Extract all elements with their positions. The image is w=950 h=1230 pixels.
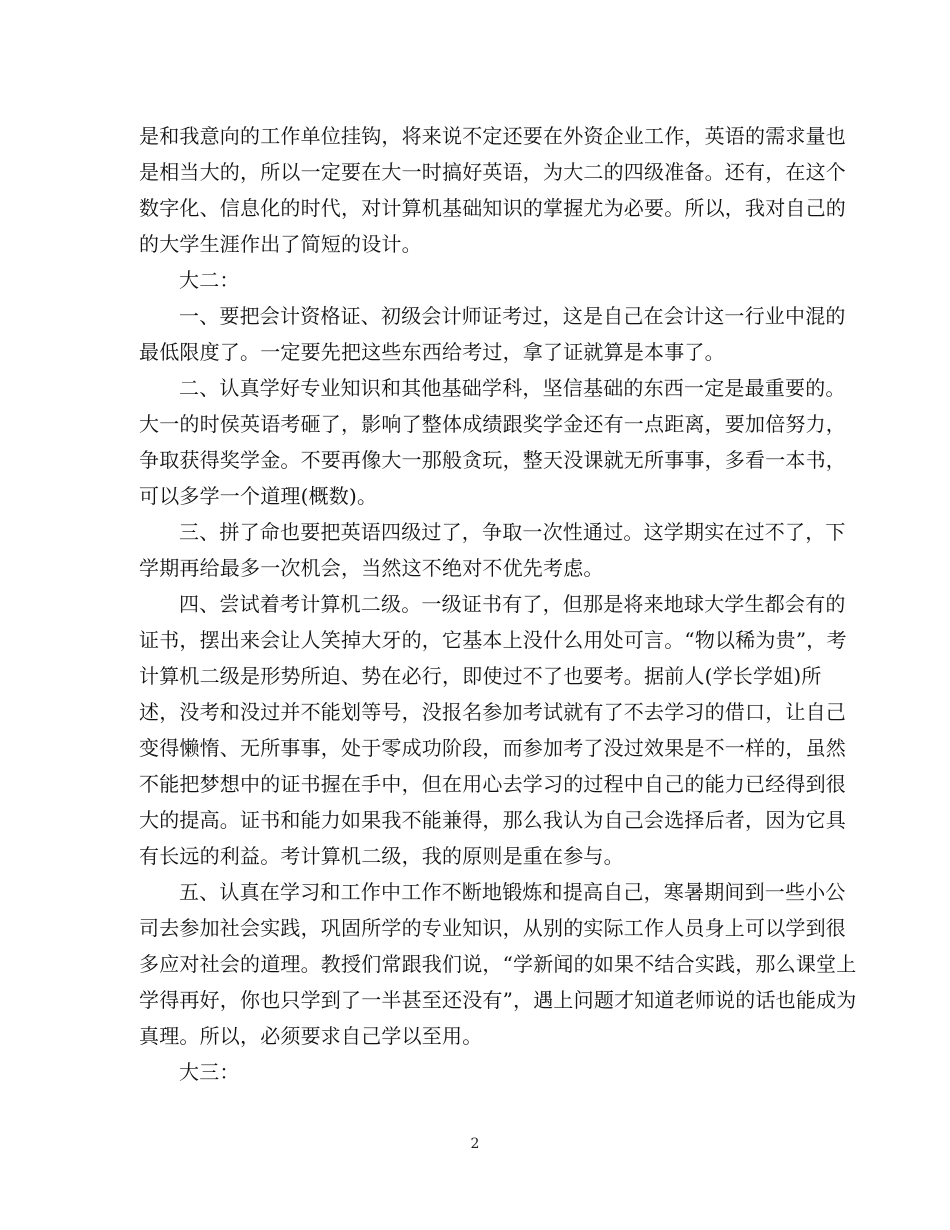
text-line: 一、要把会计资格证、初级会计师证考过，这是自己在会计这一行业中混的 — [179, 304, 846, 328]
paragraph — [139, 586, 847, 874]
paragraph — [139, 874, 857, 1054]
document-body — [139, 118, 857, 1090]
text-line: 计算机二级是形势所迫、势在必行，即使过不了也要考。据前人(学长学姐)所 — [139, 664, 822, 688]
text-line: 大一的时侯英语考砸了，影响了整体成绩跟奖学金还有一点距离，要加倍努力， — [139, 412, 846, 436]
text-line: 二、认真学好专业知识和其他基础学科，坚信基础的东西一定是最重要的。 — [179, 376, 846, 400]
text-line: 司去参加社会实践，巩固所学的专业知识，从别的实际工作人员身上可以学到很 — [139, 916, 846, 940]
text-line: 变得懒惰、无所事事，处于零成功阶段，而参加考了没过效果是不一样的，虽然 — [139, 736, 846, 760]
text-line: 可以多学一个道理(概数)。 — [139, 484, 378, 508]
text-line: 学期再给最多一次机会，当然这不绝对不优先考虑。 — [139, 556, 604, 580]
text-line: 大二： — [179, 268, 240, 292]
paragraph — [139, 370, 846, 514]
text-line: 是相当大的，所以一定要在大一时搞好英语，为大二的四级准备。还有，在这个 — [139, 160, 846, 184]
text-line: 的大学生涯作出了简短的设计。 — [139, 232, 422, 256]
text-line: 学得再好，你也只学到了一半甚至还没有”，遇上问题才知道老师说的话也能成为 — [139, 988, 857, 1012]
text-line: 三、拼了命也要把英语四级过了，争取一次性通过。这学期实在过不了，下 — [179, 520, 846, 544]
text-line: 争取获得奖学金。不要再像大一那般贪玩，整天没课就无所事事，多看一本书， — [139, 448, 846, 472]
text-line: 真理。所以，必须要求自己学以至用。 — [139, 1024, 483, 1048]
text-line: 多应对社会的道理。教授们常跟我们说，“学新闻的如果不结合实践，那么课堂上 — [139, 952, 857, 976]
text-line: 述，没考和没过并不能划等号，没报名参加考试就有了不去学习的借口，让自己 — [139, 700, 846, 724]
text-line: 最低限度了。一定要先把这些东西给考过，拿了证就算是本事了。 — [139, 340, 725, 364]
text-line: 不能把梦想中的证书握在手中，但在用心去学习的过程中自己的能力已经得到很 — [139, 772, 846, 796]
text-line: 大的提高。证书和能力如果我不能兼得，那么我认为自己会选择后者，因为它具 — [139, 808, 846, 832]
section-heading-year-two — [139, 262, 809, 298]
text-line: 有长远的利益。考计算机二级，我的原则是重在参与。 — [139, 844, 624, 868]
text-line: 是和我意向的工作单位挂钩，将来说不定还要在外资企业工作，英语的需求量也 — [139, 124, 846, 148]
text-line: 证书，摆出来会让人笑掉大牙的，它基本上没什么用处可言。“物以稀为贵”，考 — [139, 628, 847, 652]
text-line: 五、认真在学习和工作中工作不断地锻炼和提高自己，寒暑期间到一些小公 — [179, 880, 846, 904]
text-line: 数字化、信息化的时代，对计算机基础知识的掌握尤为必要。所以，我对自己的 — [139, 196, 846, 220]
section-heading-year-three — [139, 1054, 809, 1090]
text-line: 四、尝试着考计算机二级。一级证书有了，但那是将来地球大学生都会有的 — [179, 592, 846, 616]
page-number: 2 — [470, 1136, 480, 1152]
paragraph — [139, 298, 846, 370]
text-line: 大三： — [179, 1060, 240, 1084]
paragraph — [139, 118, 846, 262]
paragraph — [139, 514, 846, 586]
